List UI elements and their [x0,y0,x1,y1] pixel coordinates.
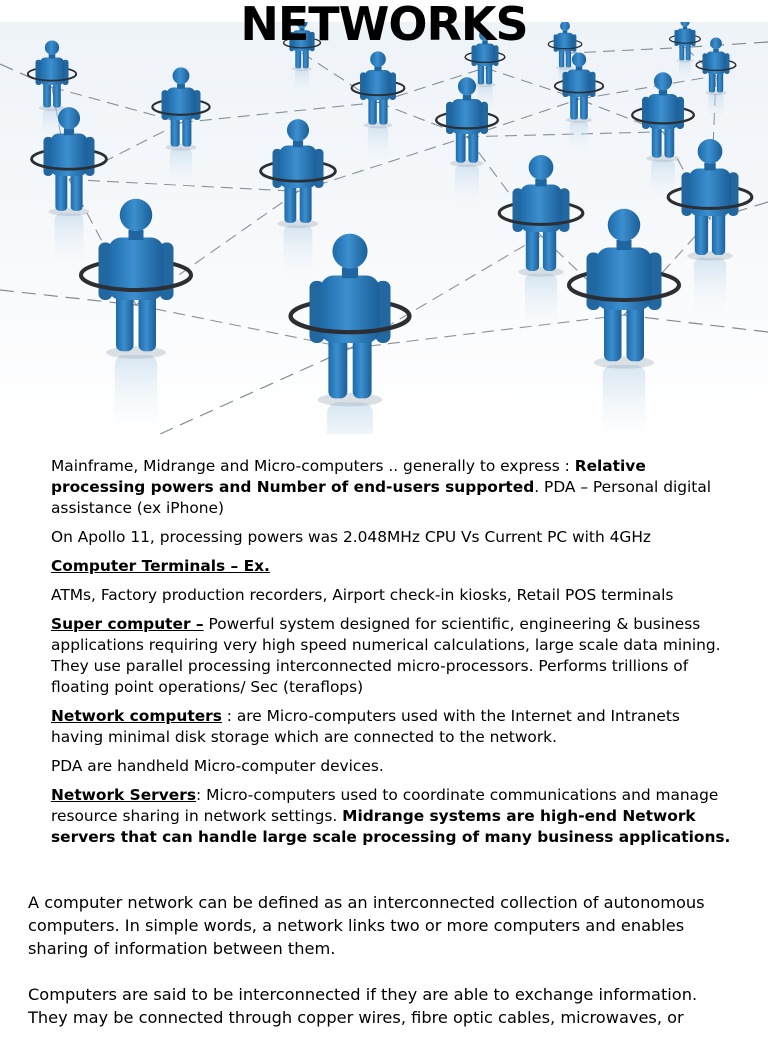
paragraph-interconnection: Computers are said to be interconnected if they are able to exchange information. They may be connected through copper wires, fibre optic cables, microwaves, or [28,985,698,1027]
paragraph-network-computers: Network computers : are Micro-computers used with the Internet and Intranets having minimal disk storage which are connected to the network. [51,707,680,746]
paragraph-network-servers: Network Servers: Micro-computers used to coordinate communications and manage resource sharing in network settings. Midrange systems are high-end Network servers that can handle large scale processing of many business applications. [51,786,731,846]
network-definition-section [28,891,738,1052]
heading-computer-terminals: Computer Terminals – Ex. [51,557,270,575]
paragraph-network-definition: A computer network can be defined as an interconnected collection of autonomous computers. In simple words, a network links two or more computers and enables sharing of information between them. [28,893,705,958]
term-super-computer: Super computer – [51,615,204,633]
paragraph-apollo: On Apollo 11, processing powers was 2.048MHz CPU Vs Current PC with 4GHz [51,528,651,546]
paragraph-terminal-examples: ATMs, Factory production recorders, Airport check-in kiosks, Retail POS terminals [51,586,674,604]
paragraph-computer-classes: Mainframe, Midrange and Micro-computers .. generally to express : Relative processing powers and Number of end-users supported. PDA – Personal digital assistance (ex iPhone) [51,457,712,517]
term-network-computers: Network computers [51,707,222,725]
network-illustration-graphic [0,22,768,434]
network-illustration [0,22,768,434]
main-content [51,456,731,856]
paragraph-super-computer: Super computer – Powerful system designed for scientific, engineering & business applications requiring very high speed numerical calculations, large scale data mining. They use parallel processing interconnected micro-processors. Performs trillions of floating point operations/ Sec (teraflops) [51,615,721,696]
term-network-servers: Network Servers [51,786,196,804]
paragraph-pda: PDA are handheld Micro-computer devices. [51,757,384,775]
page-title: NETWORKS [240,0,528,51]
